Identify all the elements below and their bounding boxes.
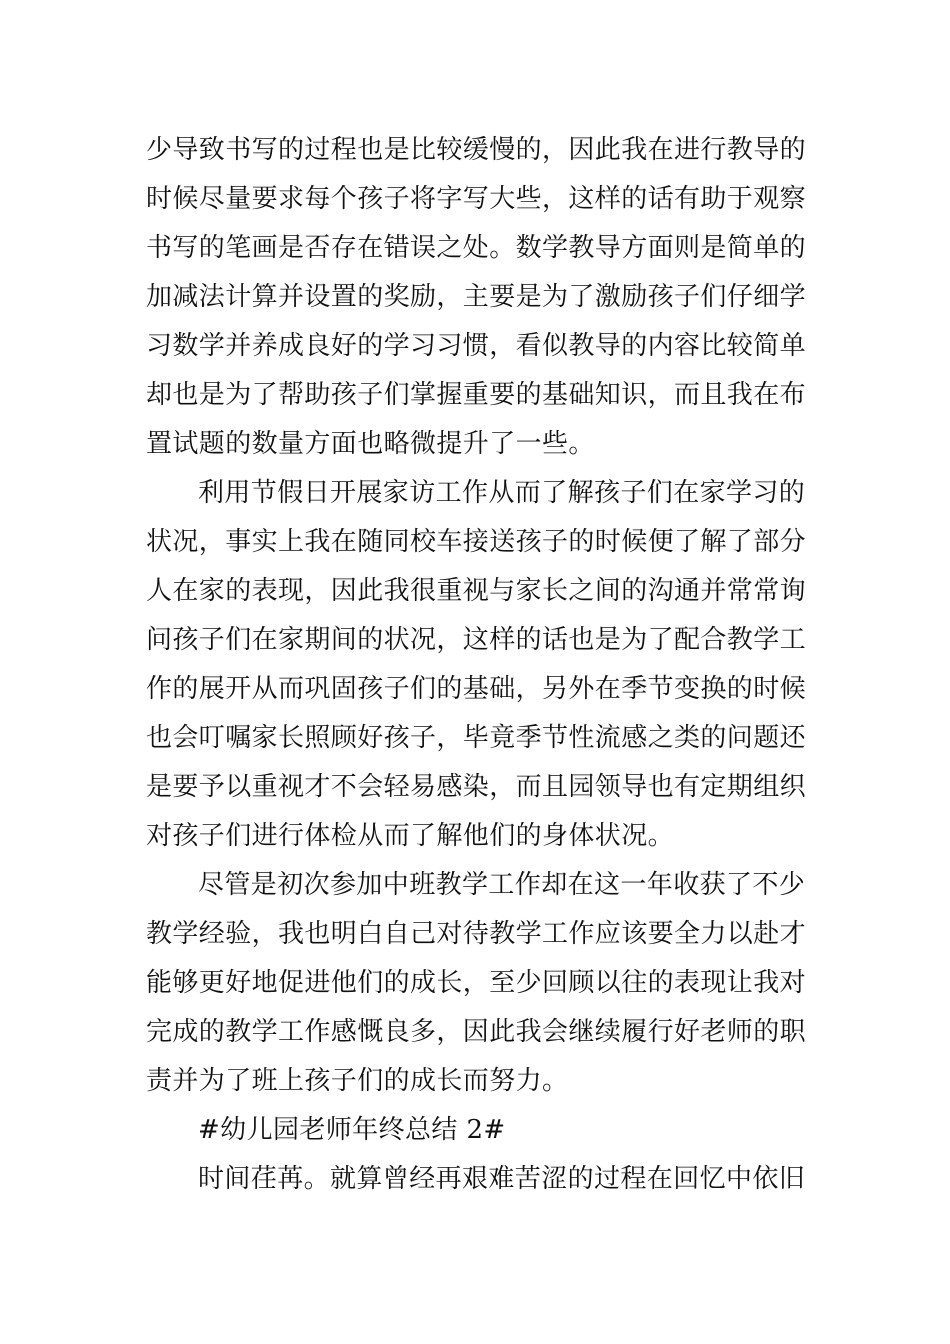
- text-line: 习数学并养成良好的学习习惯，看似教导的内容比较简单: [146, 331, 807, 361]
- text-line: 作的展开从而巩固孩子们的基础，另外在季节变换的时候: [146, 674, 807, 704]
- text-line: 少导致书写的过程也是比较缓慢的，因此我在进行教导的: [146, 135, 807, 165]
- text-line: 是要予以重视才不会轻易感染，而且园领导也有定期组织: [146, 772, 807, 802]
- text-line: 人在家的表现，因此我很重视与家长之间的沟通并常常询: [146, 576, 807, 606]
- paragraph-start-line: 利用节假日开展家访工作从而了解孩子们在家学习的: [198, 478, 806, 508]
- text-line: 教学经验，我也明白自己对待教学工作应该要全力以赴才: [146, 919, 807, 949]
- text-line: 能够更好地促进他们的成长，至少回顾以往的表现让我对: [146, 968, 807, 998]
- text-line: 问孩子们在家期间的状况，这样的话也是为了配合教学工: [146, 625, 807, 655]
- text-line: 却也是为了帮助孩子们掌握重要的基础知识，而且我在布: [146, 380, 807, 410]
- paragraph-start-line: 时间荏苒。就算曾经再艰难苦涩的过程在回忆中依旧: [198, 1164, 806, 1194]
- section-heading: #幼儿园老师年终总结 2#: [198, 1115, 506, 1145]
- text-line: 置试题的数量方面也略微提升了一些。: [146, 429, 595, 459]
- text-line: 责并为了班上孩子们的成长而努力。: [146, 1066, 569, 1096]
- text-line: 完成的教学工作感慨良多，因此我会继续履行好老师的职: [146, 1017, 807, 1047]
- text-line: 对孩子们进行体检从而了解他们的身体状况。: [146, 821, 675, 851]
- text-line: 书写的笔画是否存在错误之处。数学教导方面则是简单的: [146, 233, 807, 263]
- text-line: 也会叮嘱家长照顾好孩子，毕竟季节性流感之类的问题还: [146, 723, 807, 753]
- text-line: 加减法计算并设置的奖励，主要是为了激励孩子们仔细学: [146, 282, 807, 312]
- paragraph-start-line: 尽管是初次参加中班教学工作却在这一年收获了不少: [198, 870, 806, 900]
- text-line: 状况，事实上我在随同校车接送孩子的时候便了解了部分: [146, 527, 807, 557]
- text-line: 时候尽量要求每个孩子将字写大些，这样的话有助于观察: [146, 184, 807, 214]
